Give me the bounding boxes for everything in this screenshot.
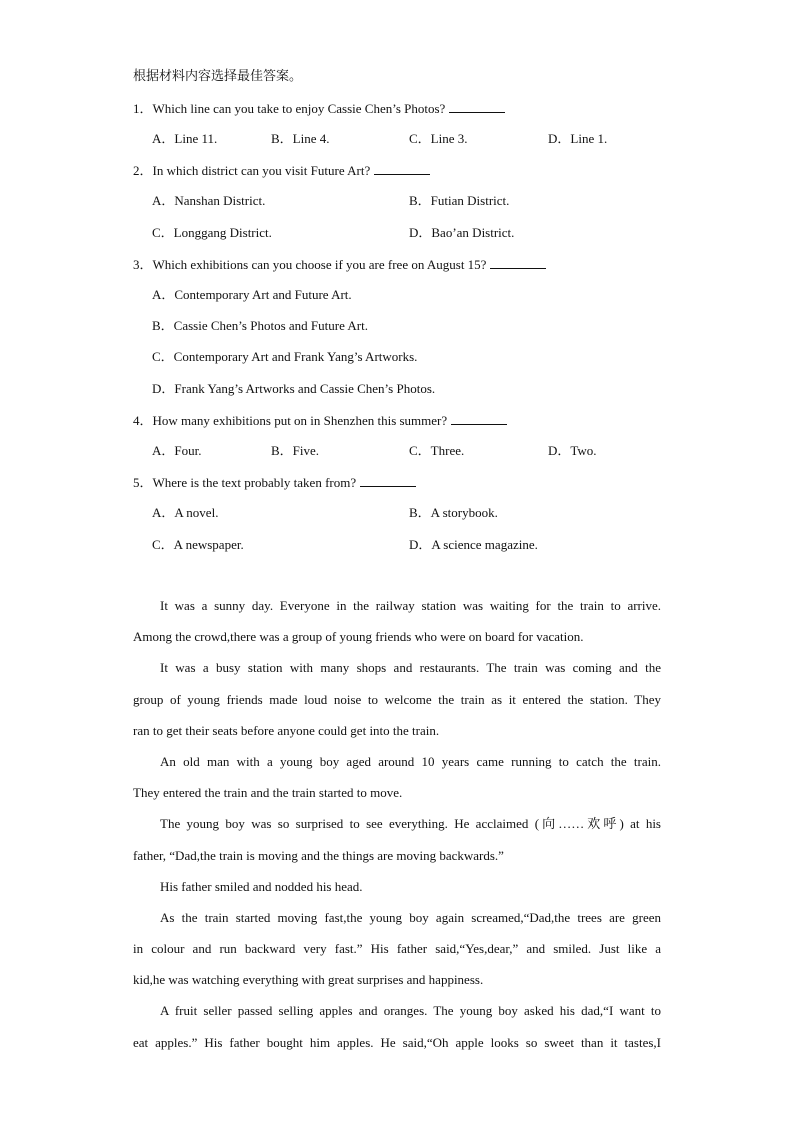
option-a[interactable]: A．Nanshan District. (152, 193, 266, 208)
passage-line: father, “Dad,the train is moving and the things are moving backwards.” (133, 847, 504, 863)
answer-blank[interactable] (490, 256, 546, 269)
option-d[interactable]: D．Two. (548, 443, 597, 458)
passage-line: A fruit seller passed selling apples and oranges. The young boy asked his dad,“I want to (160, 1003, 661, 1019)
question-3 (133, 256, 546, 273)
option-a[interactable]: A．Line 11. (152, 131, 218, 146)
option-b[interactable]: B．Five. (271, 443, 320, 458)
option-c[interactable]: C．Three. (409, 443, 465, 458)
passage-line: It was a sunny day. Everyone in the railway station was waiting for the train to arrive. (160, 598, 661, 613)
option-c[interactable]: C．Contemporary Art and Frank Yang’s Artworks. (152, 349, 418, 364)
option-a[interactable]: A．Four. (152, 443, 202, 458)
instruction: 根据材料内容选择最佳答案。 (133, 68, 303, 83)
option-c[interactable]: C．Line 3. (409, 131, 468, 146)
question-number: 1． (133, 101, 153, 116)
question-text: In which district can you visit Future Art? (152, 163, 371, 178)
question-1 (133, 100, 505, 117)
answer-blank[interactable] (374, 162, 430, 175)
option-b[interactable]: B．Cassie Chen’s Photos and Future Art. (152, 318, 368, 333)
passage (133, 590, 661, 1058)
question-text: Which exhibitions can you choose if you are free on August 15? (152, 257, 487, 272)
question-5 (133, 474, 416, 491)
passage-line: An old man with a young boy aged around 10 years came running to catch the train. (160, 753, 661, 769)
passage-line: Among the crowd,there was a group of young friends who were on board for vacation. (133, 629, 584, 645)
option-c[interactable]: C．A newspaper. (152, 537, 244, 552)
passage-line: They entered the train and the train started to move. (133, 785, 403, 801)
passage-line: in colour and run backward very fast.” His father said,“Yes,dear,” and smiled. Just like a (133, 941, 661, 957)
passage-line: eat apples.” His father bought him apples. He said,“Oh apple looks so sweet than it tastes,I (133, 1034, 661, 1050)
question-text: How many exhibitions put on in Shenzhen this summer? (152, 413, 448, 428)
option-d[interactable]: D．Bao’an District. (409, 225, 515, 240)
question-number: 4． (133, 413, 153, 428)
question-text: Where is the text probably taken from? (152, 475, 357, 490)
option-a[interactable]: A．Contemporary Art and Future Art. (152, 287, 352, 302)
option-d[interactable]: D．A science magazine. (409, 537, 538, 552)
question-text: Which line can you take to enjoy Cassie Chen’s Photos? (152, 101, 446, 116)
passage-line: It was a busy station with many shops and restaurants. The train was coming and the (160, 660, 661, 676)
passage-line: The young boy was so surprised to see everything. He acclaimed (向……欢呼) at his (160, 816, 661, 832)
answer-blank[interactable] (451, 412, 507, 425)
question-number: 2． (133, 163, 153, 178)
option-c[interactable]: C．Longgang District. (152, 225, 272, 240)
passage-line: His father smiled and nodded his head. (160, 878, 363, 894)
option-b[interactable]: B．Futian District. (409, 193, 510, 208)
passage-line: kid,he was watching everything with great surprises and happiness. (133, 972, 484, 988)
question-2 (133, 162, 430, 179)
question-4 (133, 412, 507, 429)
answer-blank[interactable] (360, 474, 416, 487)
option-d[interactable]: D．Line 1. (548, 131, 608, 146)
passage-line: ran to get their seats before anyone could get into the train. (133, 722, 440, 738)
passage-line: group of young friends made loud noise to welcome the train as it entered the station. They (133, 691, 661, 707)
option-b[interactable]: B．A storybook. (409, 505, 498, 520)
question-number: 5． (133, 475, 153, 490)
question-number: 3． (133, 257, 153, 272)
option-d[interactable]: D．Frank Yang’s Artworks and Cassie Chen’s Photos. (152, 381, 436, 396)
option-a[interactable]: A．A novel. (152, 505, 219, 520)
passage-line: As the train started moving fast,the young boy again screamed,“Dad,the trees are green (160, 909, 661, 925)
answer-blank[interactable] (449, 100, 505, 113)
option-b[interactable]: B．Line 4. (271, 131, 330, 146)
